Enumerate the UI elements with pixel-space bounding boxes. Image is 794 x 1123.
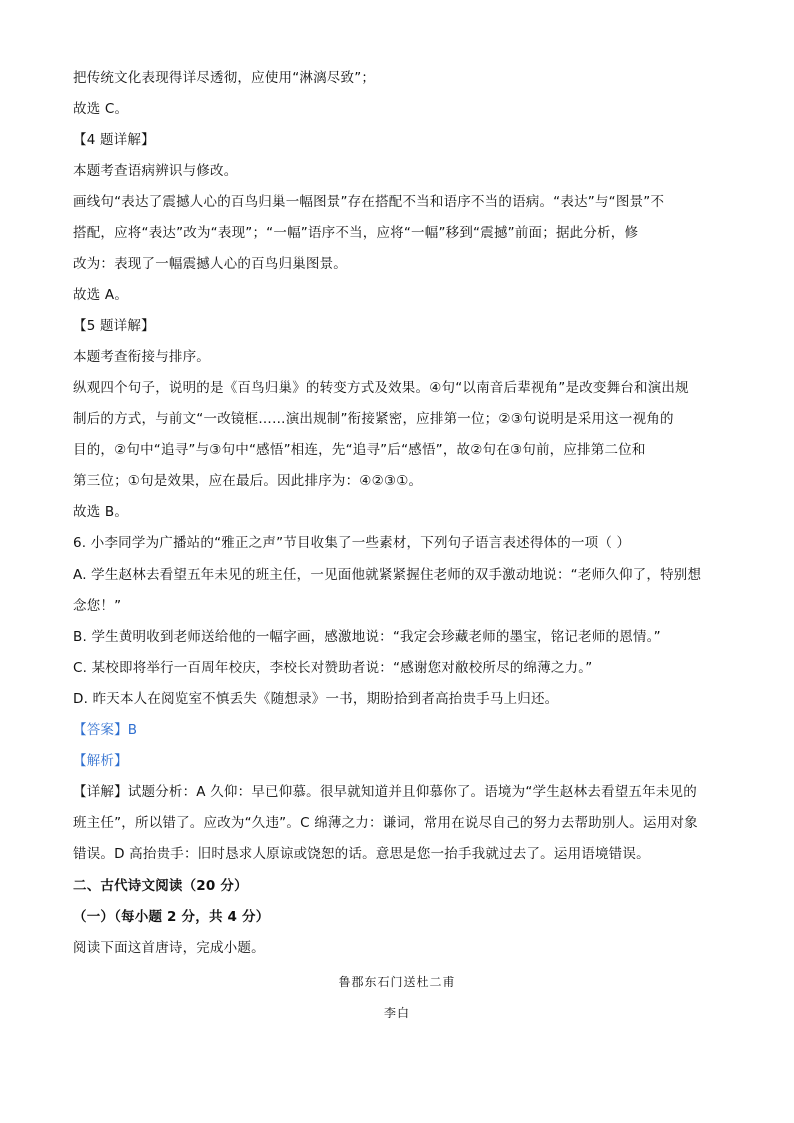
text-line: 错误。D 高抬贵手：旧时恳求人原谅或饶恕的话。意思是您一抬手我就过去了。运用语境错误。 bbox=[73, 846, 650, 862]
part-heading: 二、古代诗文阅读（20 分） bbox=[73, 878, 248, 894]
text-line: 改为：表现了一幅震撼人心的百鸟归巢图景。 bbox=[73, 256, 347, 272]
text-line: 故选 C。 bbox=[73, 101, 129, 117]
text-line: 画线句“表达了震撼人心的百鸟归巢一幅图景”存在搭配不当和语序不当的语病。“表达”与“图景”不 bbox=[73, 194, 665, 210]
text-line: 把传统文化表现得详尽透彻，应使用“淋漓尽致”； bbox=[73, 70, 376, 86]
answer-label: 【答案】B bbox=[73, 722, 138, 738]
text-line: 目的，②句中“追寻”与③句中“感悟”相连，先“追寻”后“感悟”，故②句在③句前，应排第二位和 bbox=[73, 442, 646, 458]
option-c: C. 某校即将举行一百周年校庆，李校长对赞助者说：“感谢您对敝校所尽的绵薄之力。” bbox=[73, 660, 593, 676]
analysis-label: 【解析】 bbox=[73, 753, 128, 769]
option-a-cont: 念您！” bbox=[73, 598, 122, 614]
text-line: 故选 B。 bbox=[73, 504, 129, 520]
text-line: 第三位；①句是效果，应在最后。因此排序为：④②③①。 bbox=[73, 473, 423, 489]
section-heading: 【5 题详解】 bbox=[73, 318, 155, 334]
text-line: 【详解】试题分析：A 久仰：早已仰慕。很早就知道并且仰慕你了。语境为“学生赵林去看望五年未见的 bbox=[73, 784, 697, 800]
text-line: 班主任”，所以错了。应改为“久违”。C 绵薄之力：谦词，常用在说尽自己的努力去帮助别人。运用对象 bbox=[73, 815, 698, 831]
text-line: 故选 A。 bbox=[73, 287, 129, 303]
question-stem: 6. 小李同学为广播站的“雅正之声”节目收集了一些素材，下列句子语言表述得体的一项（ ） bbox=[73, 535, 631, 551]
text-line: 阅读下面这首唐诗，完成小题。 bbox=[73, 940, 265, 956]
option-a: A. 学生赵林去看望五年未见的班主任，一见面他就紧紧握住老师的双手激动地说：“老师久仰了，特别想 bbox=[73, 567, 702, 583]
poem-title: 鲁郡东石门送杜二甫 bbox=[338, 975, 456, 989]
text-line: 纵观四个句子，说明的是《百鸟归巢》的转变方式及效果。④句“以南音后辈视角”是改变舞台和演出规 bbox=[73, 380, 689, 396]
text-line: 本题考查衔接与排序。 bbox=[73, 349, 210, 365]
section-heading: 【4 题详解】 bbox=[73, 132, 155, 148]
text-line: 搭配，应将“表达”改为“表现”；“一幅”语序不当，应将“一幅”移到“震撼”前面；据此分析，修 bbox=[73, 225, 639, 241]
text-line: 制后的方式，与前文“一改镜框……演出规制”衔接紧密，应排第一位；②③句说明是采用这一视角的 bbox=[73, 411, 674, 427]
option-d: D. 昨天本人在阅览室不慎丢失《随想录》一书，期盼拾到者高抬贵手马上归还。 bbox=[73, 691, 559, 707]
poem-author: 李白 bbox=[383, 1006, 410, 1020]
option-b: B. 学生黄明收到老师送给他的一幅字画，感激地说：“我定会珍藏老师的墨宝，铭记老师的恩情。” bbox=[73, 629, 661, 645]
subpart-heading: （一）（每小题 2 分，共 4 分） bbox=[73, 909, 270, 925]
text-line: 本题考查语病辨识与修改。 bbox=[73, 163, 238, 179]
